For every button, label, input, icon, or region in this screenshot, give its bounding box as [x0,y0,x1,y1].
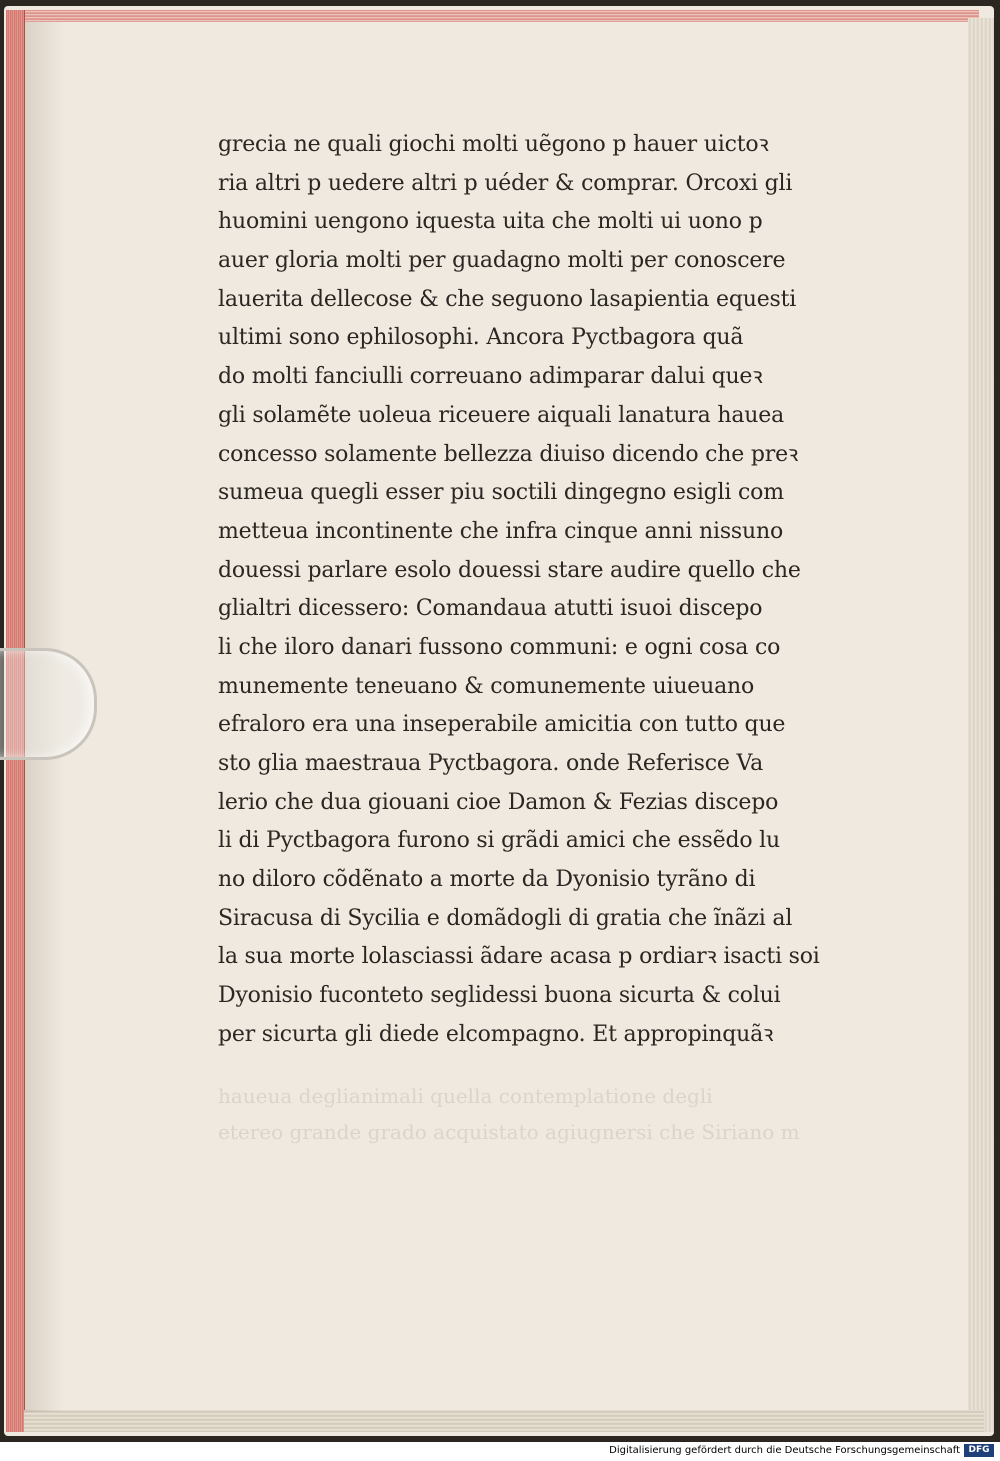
text-line: Dyonisio fuconteto seglidessi buona sicurta & colui [218,983,781,1009]
text-line: lauerita dellecose & che seguono lasapientia equesti [218,286,797,312]
text-line: li di Pyctbagora furono si grãdi amici che essẽdo lu [218,828,780,854]
digitization-credit: Digitalisierung gefördert durch die Deutsche Forschungsgemeinschaft [609,1445,960,1456]
text-line: huomini uengono iquesta uita che molti ui uono p [218,209,763,235]
text-line: ultimi sono ephilosophi. Ancora Pyctbagora quã [218,325,744,351]
text-line: grecia ne quali giochi molti uẽgono p hauer uictoꝛ [218,132,769,157]
text-line: efraloro era una inseperabile amicitia con tutto que [218,712,786,738]
text-line: concesso solamente bellezza diuiso dicendo che preꝛ [218,441,799,467]
text-line: li che iloro danari fussono communi: e ogni cosa co [218,634,781,660]
text-line: do molti fanciulli correuano adimparar dalui queꝛ [218,364,763,390]
bleed-through-text [218,1078,858,1150]
dfg-logo: DFG [964,1444,994,1457]
text-block [218,126,858,1055]
bleed-line: haueua deglianimali quella contemplatione degli [218,1084,713,1108]
top-page-edge [14,10,979,22]
footer-bar [0,1442,1000,1461]
text-line: sumeua quegli esser piu soctili dingegno esigli com [218,480,784,506]
text-line: no diloro cõdẽnato a morte da Dyonisio tyrãno di [218,867,756,893]
bottom-page-edges [24,1410,984,1432]
right-page-edges [968,18,994,1432]
text-line: lerio che dua giouani cioe Damon & Fezias discepo [218,789,779,815]
text-line: douessi parlare esolo douessi stare audire quello che [218,557,801,583]
text-line: ria altri p uedere altri p uéder & comprar. Orcoxi gli [218,170,793,196]
page-clip [0,648,97,760]
text-line: sto glia maestraua Pyctbagora. onde Referisce Va [218,751,764,776]
text-line: glialtri dicessero: Comandaua atutti isuoi discepo [218,596,763,622]
text-line: metteua incontinente che infra cinque anni nissuno [218,518,784,544]
text-line: per sicurta gli diede elcompagno. Et appropinquãꝛ [218,1021,774,1047]
text-line: munemente teneuano & comunemente uiueuano [218,673,755,699]
text-line: auer gloria molti per guadagno molti per conoscere [218,248,786,274]
text-line: gli solamẽte uoleua riceuere aiquali lanatura hauea [218,402,784,428]
bleed-line: etereo grande grado acquistato agiugnersi che Siriano m [218,1120,800,1144]
text-line: Siracusa di Sycilia e domãdogli di gratia che ĩnãzi al [218,905,793,931]
text-line: la sua morte lolasciassi ãdare acasa p ordiarꝛ isacti soi [218,944,820,970]
